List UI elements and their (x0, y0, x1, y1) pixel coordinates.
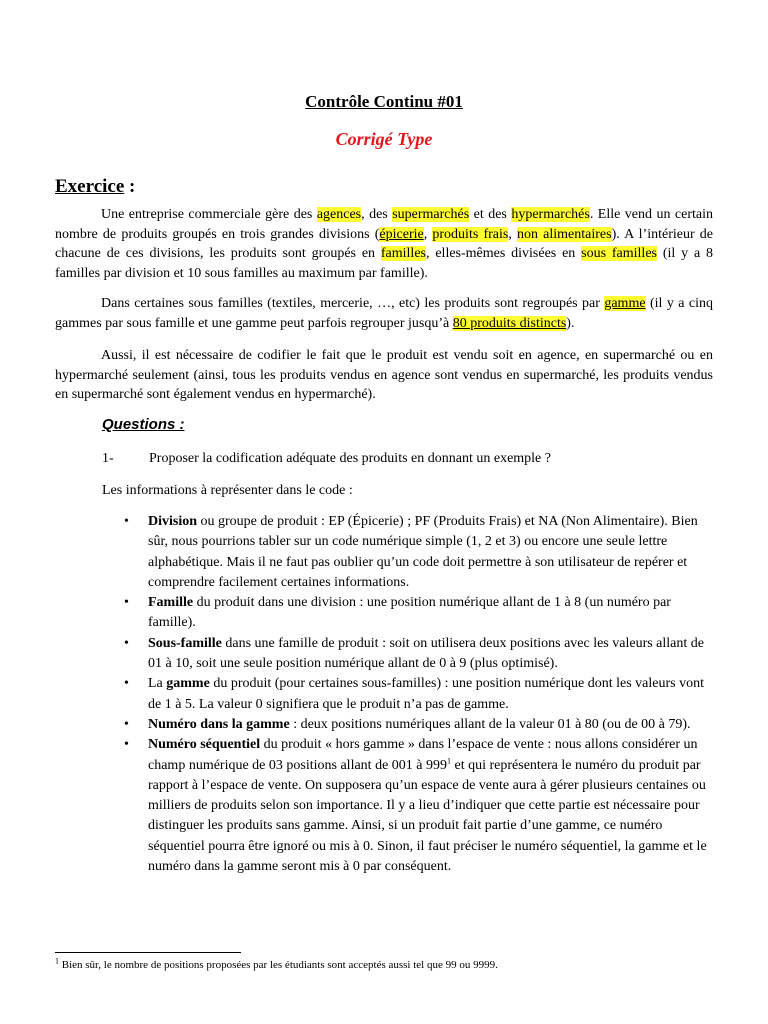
bullet-term: Numéro séquentiel (148, 737, 261, 753)
highlight-epicerie: épicerie (379, 226, 424, 242)
highlight-sous-familles: sous familles (581, 246, 657, 261)
bullet-text: et qui représentera le numéro du produit par rapport à l’espace de vente. On supposera qu’un espace de vente aura à gérer plusieurs centaines ou milliers de produits selon son importance. Il y a lieu d’indiquer que cette partie est nécessaire pour distinguer les produits sans gamme. Ainsi, si un produit fait partie d’une gamme, ce numéro séquentiel pourra être ignoré ou mis à 0. Sinon, il faut préciser le numéro séquentiel, la gamme et le numéro dans la gamme seront mis à 0 par conséquent. (148, 757, 707, 875)
bullet-term: Sous-famille (148, 635, 222, 651)
footnote-marker: 1 (55, 956, 59, 966)
p1-text: (il y a 8 familles par division et 10 sous familles au maximum par famille). (55, 246, 714, 281)
p1-text: , (508, 226, 517, 242)
document-subtitle: Corrigé Type (335, 129, 433, 149)
bullet-text: dans une famille de produit : soit on utilisera deux positions avec les valeurs allant de 01 à 10, soit une seule position numérique allant de 0 à 9 (plus optimisé). (148, 635, 704, 672)
info-intro: Les informations à représenter dans le code : (102, 483, 353, 498)
question-1-number: 1- (102, 451, 114, 466)
bullet-pre: La (148, 676, 167, 692)
bullet-term: Numéro dans la gamme (148, 716, 290, 732)
highlight-80-produits: 80 produits distincts (452, 315, 567, 331)
highlight-agences: agences (316, 207, 362, 222)
list-item (122, 715, 712, 735)
list-item (122, 593, 712, 634)
exercise-heading (55, 176, 135, 198)
bullet-icon: • (124, 716, 129, 732)
p1-text: Une entreprise commerciale gère des (101, 207, 317, 222)
bullet-icon: • (124, 737, 129, 753)
p1-text: ). A l’intérieur de chacune de ces divisions, les produits sont groupés en (55, 226, 714, 261)
bullet-term: gamme (166, 676, 210, 692)
list-item (122, 512, 712, 593)
p1-text: . Elle vend un certain nombre de produits groupés en trois grandes divisions ( (55, 207, 713, 242)
highlight-supermarches: supermarchés (392, 207, 470, 222)
question-1-text: Proposer la codification adéquate des produits en donnant un exemple ? (149, 451, 551, 466)
exercise-heading-label: Exercice (55, 176, 125, 197)
p1-text: , elles-mêmes divisées en (426, 246, 582, 261)
highlight-hypermarches: hypermarchés (511, 207, 590, 222)
paragraph-1 (55, 205, 713, 283)
bullet-icon: • (124, 676, 129, 692)
list-item (122, 735, 712, 877)
info-bullet-list (122, 512, 712, 877)
bullet-term: Division (148, 514, 198, 529)
highlight-gamme: gamme (604, 296, 646, 311)
highlight-produits-frais: produits frais (432, 226, 509, 242)
bullet-icon: • (124, 514, 129, 529)
footnote-ref[interactable]: 1 (447, 755, 451, 765)
bullet-text: ou groupe de produit : EP (Épicerie) ; PF (Produits Frais) et NA (Non Alimentaire). Bien sûr, nous pourrions tabler sur un code numérique simple (1, 2 et 3) ou encore une seule lettre alphabétique. Mais il ne faut pas oublier qu’un code doit permettre à son utilisateur de repérer et comprendre facilement certaines informations. (148, 514, 698, 590)
footnote-text: Bien sûr, le nombre de positions proposées par les étudiants sont acceptés aussi tel que 99 ou 9999. (59, 959, 498, 971)
list-item (122, 634, 712, 675)
bullet-text: du produit dans une division : une position numérique allant de 1 à 8 (un numéro par famille). (148, 595, 671, 631)
bullet-term: Famille (148, 595, 194, 611)
bullet-text: : deux positions numériques allant de la valeur 01 à 80 (ou de 00 à 79). (289, 716, 691, 732)
bullet-icon: • (124, 635, 129, 651)
bullet-text: du produit (pour certaines sous-familles) : une position numérique dont les valeurs vont de 1 à 5. La valeur 0 signifiera que le produit n’a pas de gamme. (148, 676, 704, 712)
bullet-text: du produit « hors gamme » dans l’espace de vente : nous allons considérer un champ numérique de 03 positions allant de 001 à 999 (148, 737, 698, 773)
p2-text: ). (566, 315, 575, 331)
p2-text: (il y a cinq gammes par sous famille et une gamme peut parfois regrouper jusqu’à (55, 296, 713, 331)
highlight-non-alimentaires: non alimentaires (517, 226, 612, 242)
list-item (122, 674, 712, 715)
footnote-separator (55, 952, 241, 953)
paragraph-2 (55, 294, 713, 333)
p1-text: , des (361, 207, 393, 222)
p1-text: et des (469, 207, 512, 222)
bullet-icon: • (124, 595, 129, 611)
question-1 (102, 451, 551, 467)
paragraph-3: Aussi, il est nécessaire de codifier le fait que le produit est vendu soit en agence, en supermarché ou en hypermarché seulement (ainsi, tous les produits vendus en agence sont vendus en supermarché, les produits vendus en supermarché sont également vendus en hypermarché). (55, 348, 713, 402)
questions-heading: Questions : (102, 416, 185, 433)
highlight-familles: familles (380, 246, 426, 261)
exercise-heading-colon: : (124, 176, 136, 197)
p1-text: , (423, 226, 433, 242)
p2-text: Dans certaines sous familles (textiles, mercerie, …, etc) les produits sont regroupés par (101, 296, 605, 311)
footnote (55, 956, 498, 971)
document-title: Contrôle Continu #01 (305, 92, 463, 111)
